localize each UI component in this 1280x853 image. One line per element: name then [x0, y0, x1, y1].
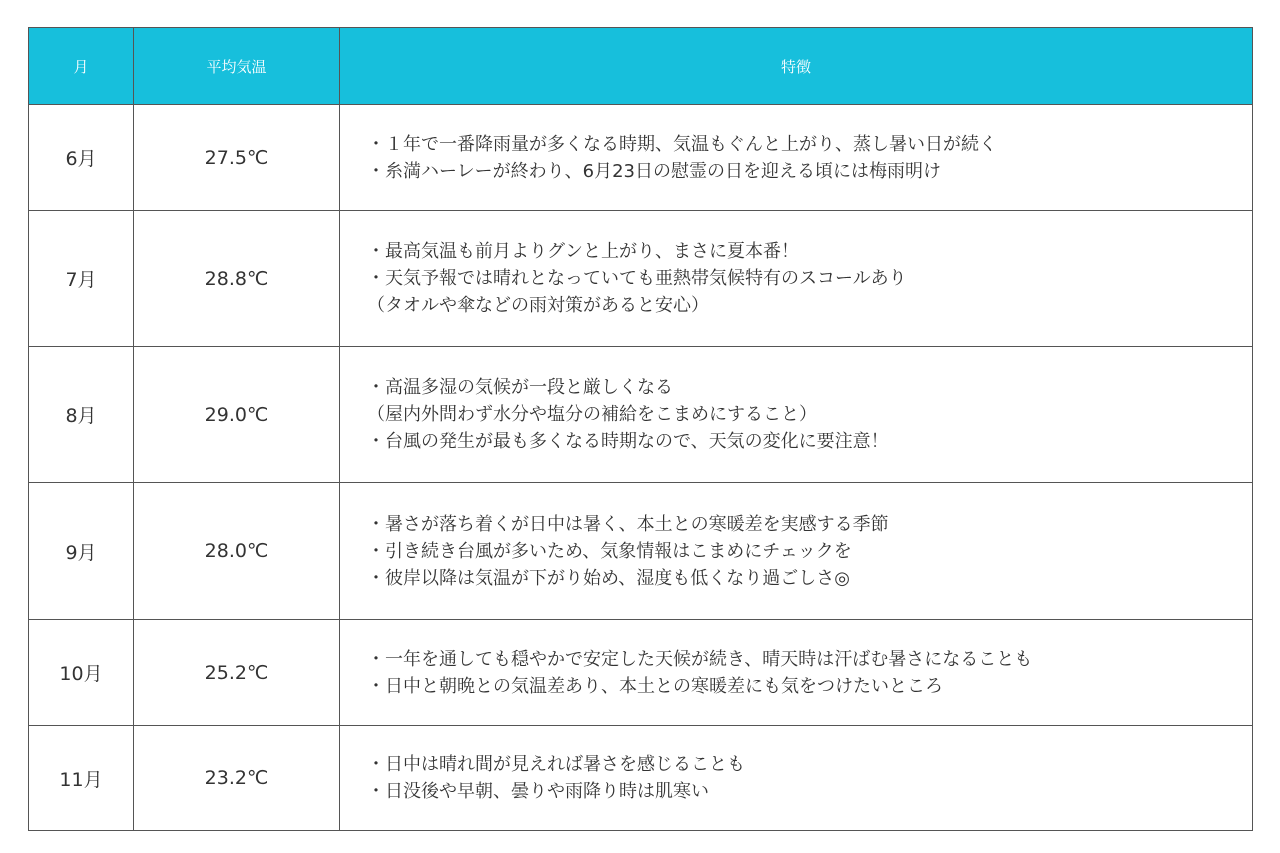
- table-row: [29, 105, 1253, 211]
- feature-line: ・高温多湿の気候が一段と厳しくなる: [367, 377, 673, 398]
- table-row: [29, 347, 1253, 483]
- feature-line: ・１年で一番降雨量が多くなる時期、気温もぐんと上がり、蒸し暑い日が続く: [367, 133, 997, 155]
- month-cell: 9月: [29, 483, 134, 620]
- table-row: [29, 620, 1253, 726]
- features-cell: [340, 211, 1253, 347]
- feature-line: ・一年を通しても穏やかで安定した天候が続き、晴天時は汗ばむ暑さになることも: [367, 648, 1033, 670]
- climate-table: [28, 27, 1253, 831]
- features-cell: [340, 483, 1253, 620]
- feature-line: （屋内外問わず水分や塩分の補給をこまめにすること）: [367, 404, 817, 425]
- avg-temp-cell: 29.0℃: [134, 347, 340, 483]
- features-cell: [340, 105, 1253, 211]
- feature-line: ・暑さが落ち着くが日中は暑く、本土との寒暖差を実感する季節: [367, 513, 889, 535]
- features-cell: [340, 726, 1253, 831]
- feature-line: ・引き続き台風が多いため、気象情報はこまめにチェックを: [367, 540, 852, 562]
- feature-line: ・日中と朝晩との気温差あり、本土との寒暖差にも気をつけたいところ: [367, 675, 943, 697]
- month-cell: 7月: [29, 211, 134, 347]
- avg-temp-cell: 23.2℃: [134, 726, 340, 831]
- feature-line: ・日没後や早朝、曇りや雨降り時は肌寒い: [367, 781, 709, 802]
- month-cell: 10月: [29, 620, 134, 726]
- table-row: [29, 483, 1253, 620]
- avg-temp-cell: 28.8℃: [134, 211, 340, 347]
- avg-temp-cell: 28.0℃: [134, 483, 340, 620]
- table-row: [29, 211, 1253, 347]
- feature-line: ・最高気温も前月よりグンと上がり、まさに夏本番！: [367, 241, 799, 262]
- header-row: [29, 28, 1253, 105]
- avg-temp-cell: 25.2℃: [134, 620, 340, 726]
- month-cell: 6月: [29, 105, 134, 211]
- feature-line: ・日中は晴れ間が見えれば暑さを感じることも: [367, 754, 745, 775]
- feature-line: ・天気予報では晴れとなっていても亜熱帯気候特有のスコールあり: [367, 268, 907, 289]
- table-body: [29, 105, 1253, 831]
- avg-temp-cell: 27.5℃: [134, 105, 340, 211]
- feature-line: ・彼岸以降は気温が下がり始め、湿度も低くなり過ごしさ◎: [367, 567, 850, 589]
- feature-line: ・糸満ハーレーが終わり、6月23日の慰霊の日を迎える頃には梅雨明け: [367, 160, 941, 182]
- header-month: 月: [29, 28, 134, 105]
- feature-line: ・台風の発生が最も多くなる時期なので、天気の変化に要注意！: [367, 431, 889, 452]
- feature-line: （タオルや傘などの雨対策があると安心）: [367, 295, 709, 316]
- header-avg-temp: 平均気温: [134, 28, 340, 105]
- table-row: [29, 726, 1253, 831]
- features-cell: [340, 347, 1253, 483]
- month-cell: 8月: [29, 347, 134, 483]
- header-features: 特徴: [340, 28, 1253, 105]
- month-cell: 11月: [29, 726, 134, 831]
- features-cell: [340, 620, 1253, 726]
